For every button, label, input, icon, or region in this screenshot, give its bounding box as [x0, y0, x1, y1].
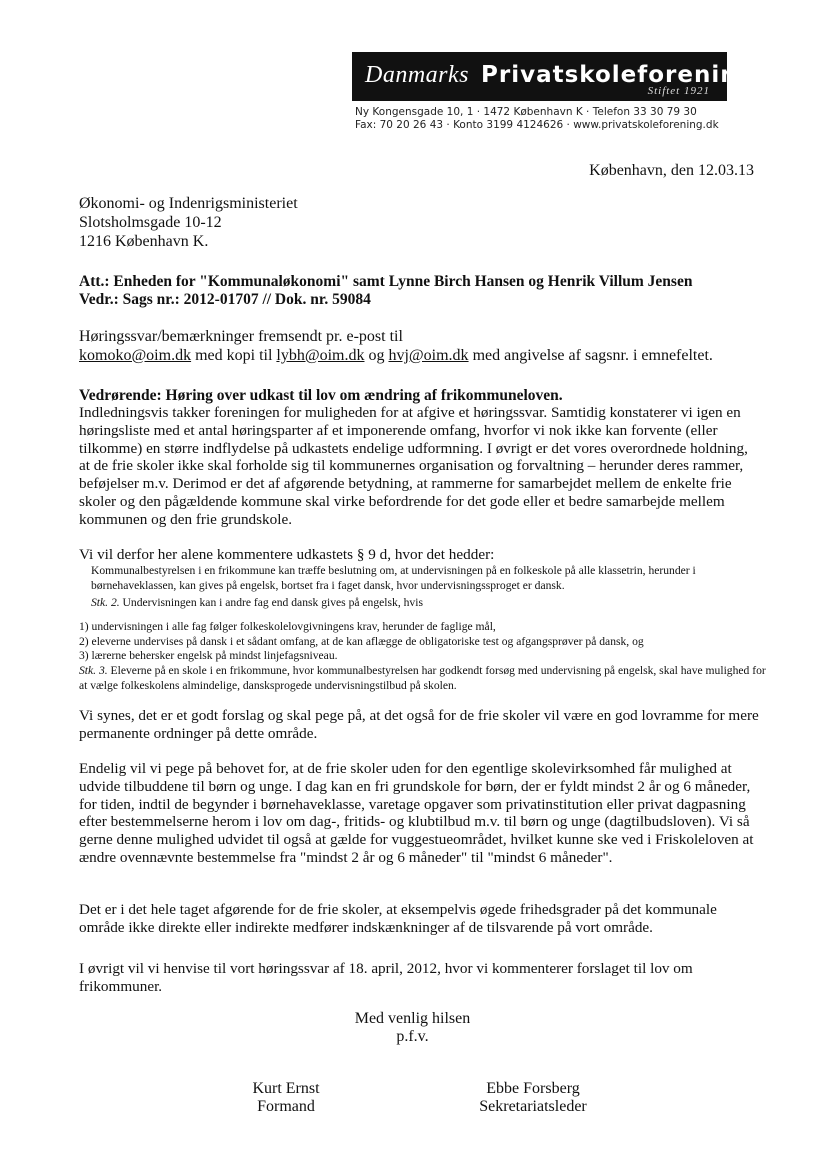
paragraph-4: Endelig vil vi pege på behovet for, at de frie skoler uden for den egentlige skolevirksomhed får mulighed at udvide tilbuddene til børn og unge. I dag kan en fri grundskole for børn, der er fyldt mindst 2 år og 6 måneder, for tiden, indtil de begynder i børnehaveklasse, varetage opgaver som privatinstitution eller privat dagpasning efter bestemmelserne herom i lov om dag-, fritids- og klubtilbud m.v. til børn og unge (dagtilbudsloven). Vi så gerne denne mulighed udvidet til også at gælde for vuggestueområdet, hvilket kunne ske ved i Friskoleloven at ændre ovennævnte bestemmelse fra "mindst 2 år og 6 måneder" til "mindst 6 måneder". — [79, 760, 754, 866]
quote-stk2-text: Undervisningen kan i andre fag end dansk gives på engelsk, hvis — [119, 596, 423, 609]
logo-name-italic: Danmarks — [365, 62, 469, 88]
quote-stk3 — [79, 663, 769, 694]
quote-paragraph1: Kommunalbestyrelsen i en frikommune kan træffe beslutning om, at undervisningen på en folkeskole på alle klassetrin, herunder i børnehaveklassen, kan gives på engelsk, bortset fra i faget dansk, hvor undervisningssproget er dansk. — [91, 564, 696, 593]
signature-name-2: Ebbe Forsberg — [486, 1080, 580, 1097]
email-link-komoko[interactable]: komoko@oim.dk — [79, 347, 192, 364]
send-info-line2 — [79, 347, 713, 365]
quote-item1: 1) undervisningen i alle fag følger folkeskolelovgivningens krav, herunder de faglige mål, — [79, 620, 496, 633]
quote-item2: 2) eleverne undervises på dansk i et sådant omfang, at de kan aflægge de obligatoriske test og afgangsprøver på dansk, og — [79, 635, 644, 648]
intro-paragraph: Indledningsvis takker foreningen for muligheden for at afgive et høringssvar. Samtidig konstaterer vi igen en høringsliste med et antal høringsparter af et imponerende omfang, hvorfor vi nok ikke kan forvente (eller tilkomme) en større indflydelse på udkastets endelige udformning. I øvrigt er det vores overordnede holdning, at de frie skoler ikke skal forholde sig til kommunernes organisation og forvaltning – herunder deres rammer, beføjelser m.v. Derimod er det af afgørende betydning, at rammerne for samarbejdet mellem de enkelte frie skoler og den pågældende kommune skal virke befordrende for det gode eller et bedre samarbejde mellem kommunen og den frie grundskole. — [79, 404, 748, 528]
send-text2: og — [364, 347, 389, 364]
recipient-line1: Økonomi- og Indenrigsministeriet — [79, 195, 298, 212]
logo-name-bold: Privatskoleforening — [481, 62, 756, 88]
signature-title-2: Sekretariatsleder — [479, 1098, 587, 1115]
quote-stk3-label: Stk. 3. — [79, 664, 108, 677]
letterhead-address: Ny Kongensgade 10, 1 · 1472 København K · Telefon 33 30 79 30 — [355, 106, 697, 118]
email-link-hvj[interactable]: hvj@oim.dk — [388, 347, 469, 364]
logo-since: Stiftet 1921 — [647, 85, 710, 97]
paragraph-5: Det er i det hele taget afgørende for de frie skoler, at eksempelvis øgede frihedsgrader på det kommunale område ikke direkte eller indirekte medfører indskænkninger af de tilsvarende på vort område. — [79, 901, 717, 936]
closing-pfv: p.f.v. — [396, 1028, 429, 1045]
reference-line: Vedr.: Sags nr.: 2012-01707 // Dok. nr. 59084 — [79, 291, 371, 308]
closing-greeting: Med venlig hilsen — [354, 1010, 471, 1027]
paragraph-6: I øvrigt vil vi henvise til vort høringssvar af 18. april, 2012, hvor vi kommenterer forslaget til lov om frikommuner. — [79, 960, 693, 995]
send-text3: med angivelse af sagsnr. i emnefeltet. — [468, 347, 713, 364]
quote-item3: 3) lærerne behersker engelsk på mindst linjefagsniveau. — [79, 649, 338, 662]
send-info-line1: Høringssvar/bemærkninger fremsendt pr. e-post til — [79, 328, 403, 345]
letterhead-logo — [352, 52, 756, 101]
signature-name-1: Kurt Ernst — [252, 1080, 320, 1097]
quote-stk2-label: Stk. 2. — [91, 596, 120, 609]
paragraph-3: Vi synes, det er et godt forslag og skal pege på, at det også for de frie skoler vil være en god lovramme for mere permanente ordninger på dette område. — [79, 707, 759, 742]
send-text1: med kopi til — [191, 347, 277, 364]
signature-title-1: Formand — [257, 1098, 315, 1115]
quote-stk2 — [91, 595, 771, 610]
section-intro: Vi vil derfor her alene kommentere udkastets § 9 d, hvor det hedder: — [79, 546, 495, 563]
quote-stk3-text: Eleverne på en skole i en frikommune, hvor kommunalbestyrelsen har godkendt forsøg med undervisning på engelsk, skal have mulighed for at vælge folkeskolens almindelige, dansksprogede undervisningstilbud på skolen. — [79, 664, 766, 693]
recipient-line2: Slotsholmsgade 10-12 — [79, 214, 222, 231]
recipient-line3: 1216 København K. — [79, 233, 209, 250]
email-link-lybh[interactable]: lybh@oim.dk — [276, 347, 365, 364]
subject-heading: Vedrørende: Høring over udkast til lov om ændring af frikommuneloven. — [79, 387, 563, 404]
letterhead-contact: Fax: 70 20 26 43 · Konto 3199 4124626 · www.privatskoleforening.dk — [355, 119, 719, 131]
attention-line: Att.: Enheden for "Kommunaløkonomi" samt Lynne Birch Hansen og Henrik Villum Jensen — [79, 273, 693, 290]
letter-date: København, den 12.03.13 — [589, 162, 754, 179]
